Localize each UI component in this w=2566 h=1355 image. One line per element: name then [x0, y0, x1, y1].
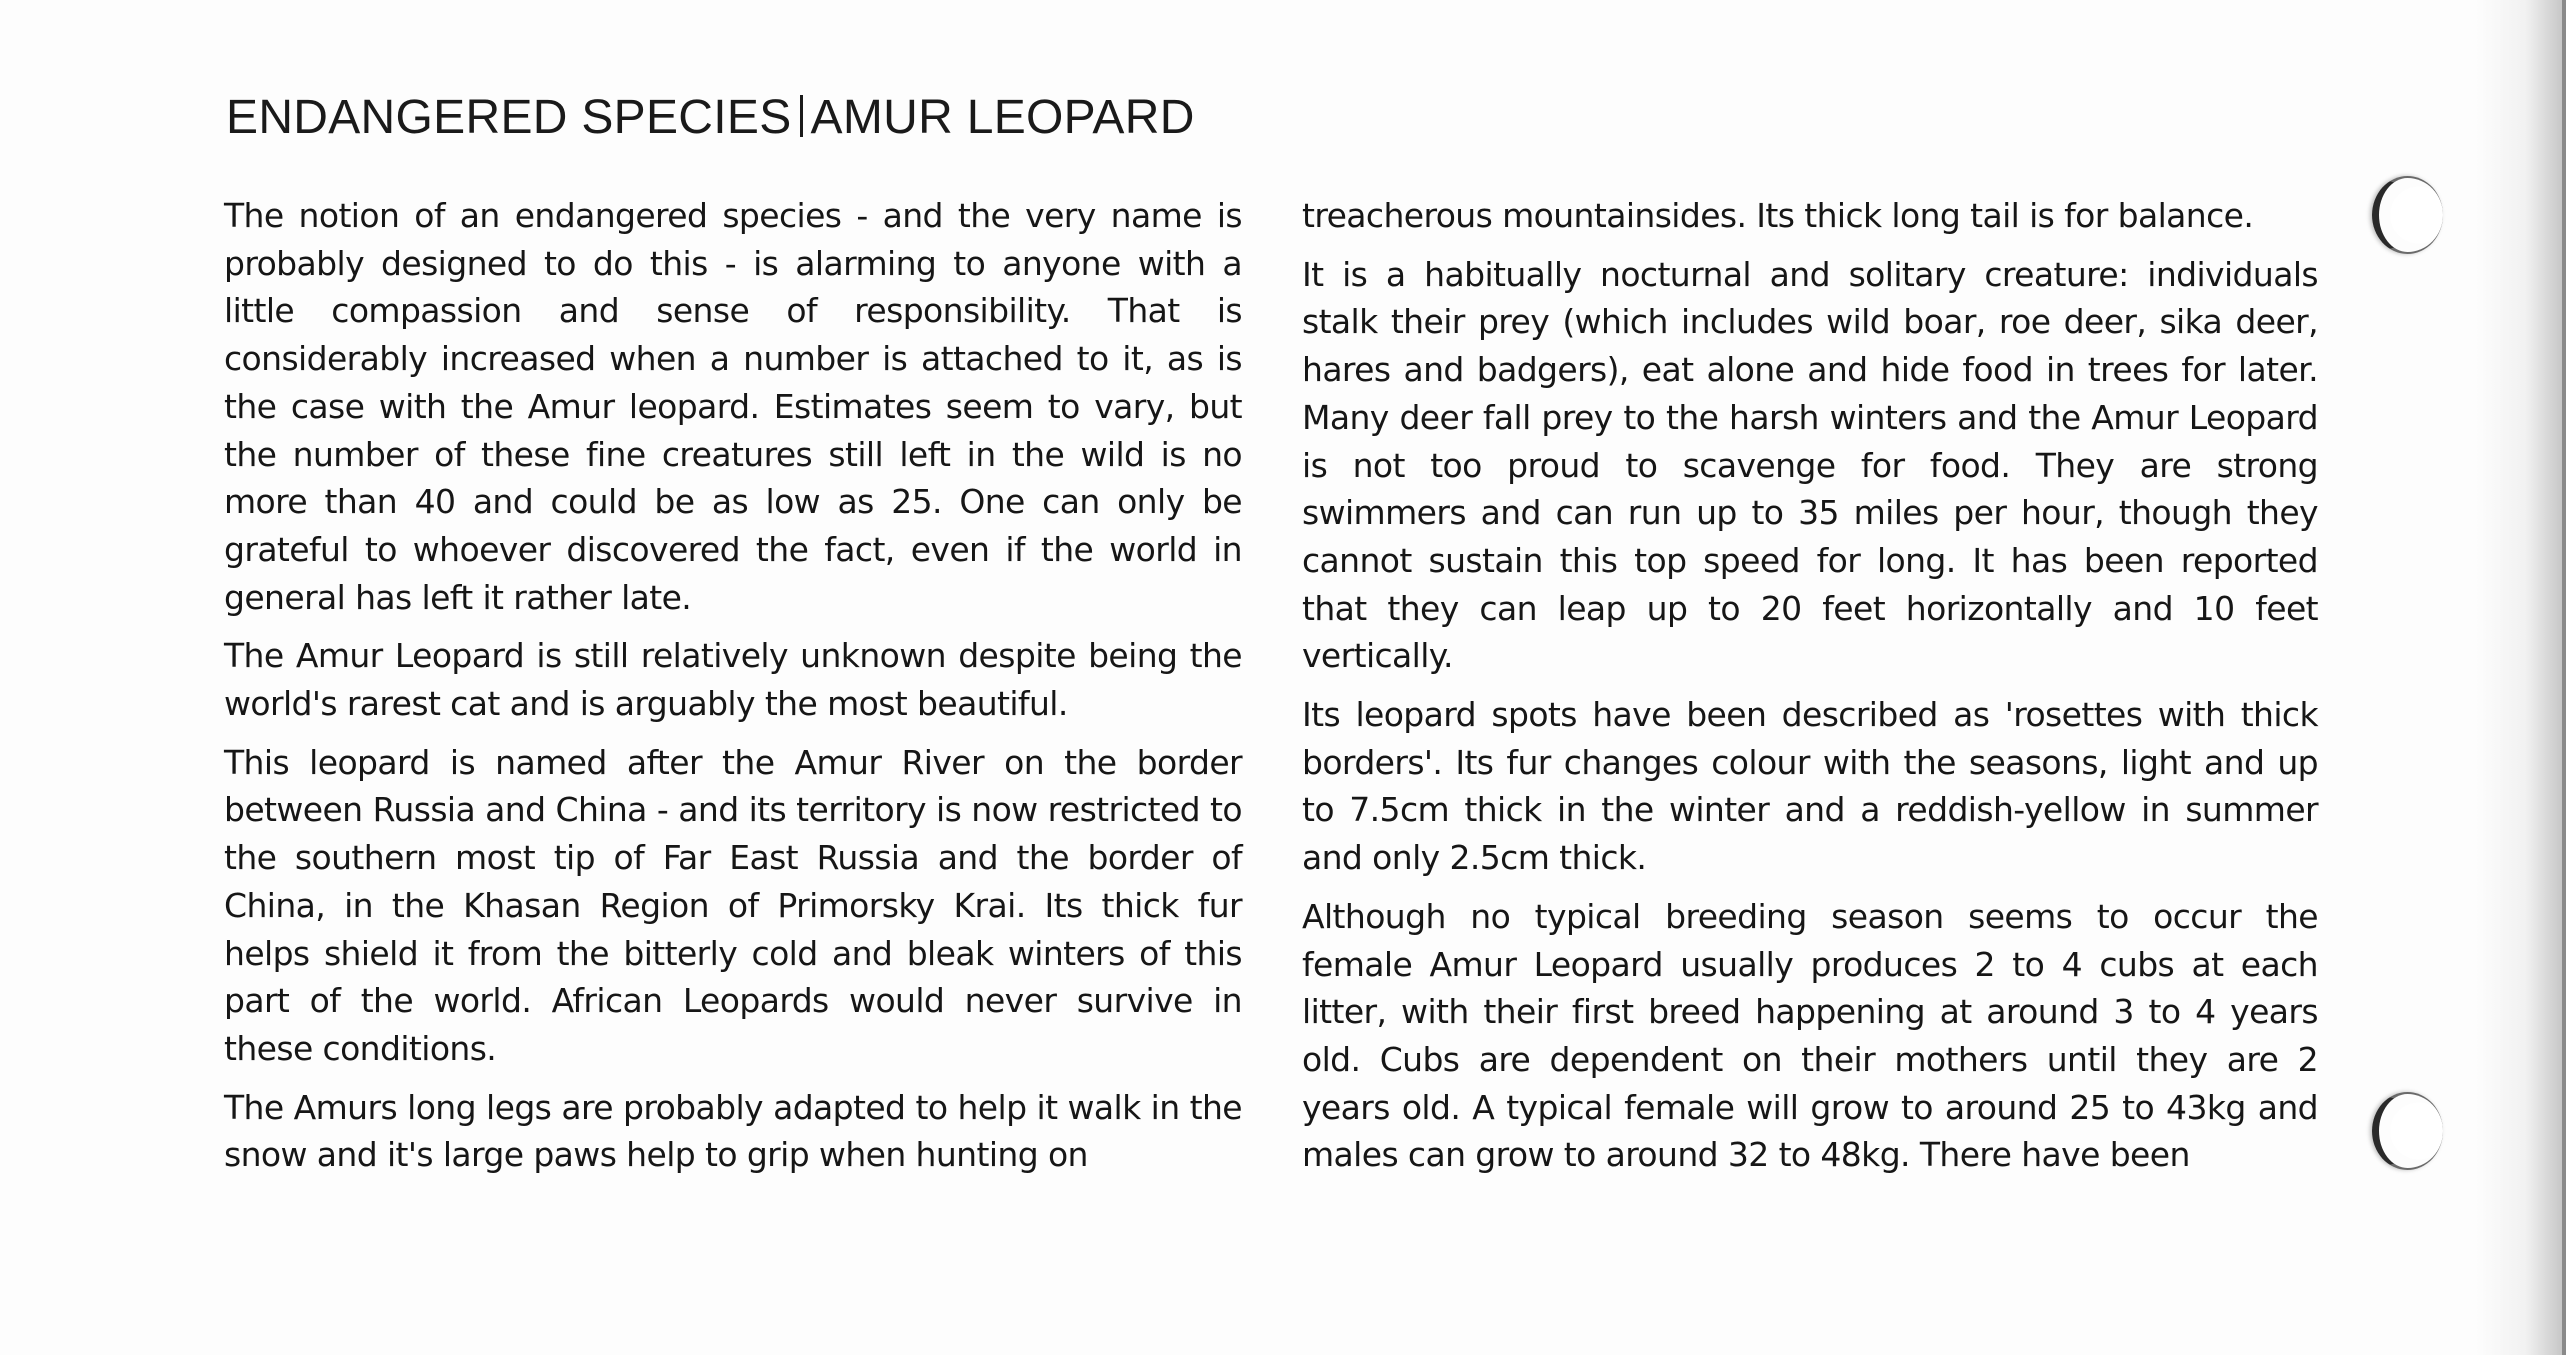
left-column [224, 192, 1242, 1190]
title-divider [800, 95, 803, 137]
page-title [226, 88, 1195, 148]
right-paragraph-2: It is a habitually nocturnal and solitary creature: individuals stalk their prey (which includes wild boar, roe deer, sika deer, hares and badgers), eat alone and hide food in trees for later. Many deer fall prey to the harsh winters and the Amur Leopard is not too proud to scavenge for food. They are strong swimmers and can run up to 35 miles per hour, though they cannot sustain this top speed for long. It has been reported that they can leap up to 20 feet horizontally and 10 feet vertically. [1302, 254, 2318, 676]
page-edge [2562, 0, 2566, 1355]
left-paragraph-1: The notion of an endangered species - and the very name is probably designed to do this - is alarming to anyone with a little compassion and sense of responsibility. That is considerably increased when a number is attached to it, as is the case with the Amur leopard. Estimates seem to vary, but the number of these fine creatures still left in the wild is no more than 40 and could be as low as 25. One can only be grateful to whoever discovered the fact, even if the world in general has left it rather late. [224, 196, 1242, 617]
binder-hole-bottom [2372, 1092, 2443, 1170]
title-section: ENDANGERED SPECIES [226, 91, 792, 144]
right-column [1302, 192, 2318, 1190]
left-paragraph-4: The Amurs long legs are probably adapted to help it walk in the snow and it's large paws help to grip when hunting on [224, 1087, 1242, 1175]
left-paragraph-2: The Amur Leopard is still relatively unknown despite being the world's rarest cat and is arguably the most beautiful. [224, 636, 1242, 724]
right-paragraph-3: Its leopard spots have been described as 'rosettes with thick borders'. Its fur changes colour with the seasons, light and up to 7.5cm thick in the winter and a reddish-yellow in summer and only 2.5cm thick. [1302, 695, 2318, 878]
title-subject: AMUR LEOPARD [810, 91, 1195, 144]
page-edge-shadow [2476, 0, 2566, 1355]
left-paragraph-3: This leopard is named after the Amur River on the border between Russia and China - and its territory is now restricted to the southern most tip of Far East Russia and the border of China, in the Khasan Region of Primorsky Krai. Its thick fur helps shield it from the bitterly cold and bleak winters of this part of the world. African Leopards would never survive in these conditions. [224, 742, 1242, 1068]
right-paragraph-1: treacherous mountainsides. Its thick long tail is for balance. [1302, 196, 2254, 235]
right-paragraph-4: Although no typical breeding season seems to occur the female Amur Leopard usually produces 2 to 4 cubs at each litter, with their first breed happening at around 3 to 4 years old. Cubs are dependent on their mothers until they are 2 years old. A typical female will grow to around 25 to 43kg and males can grow to around 32 to 48kg. There have been [1302, 896, 2318, 1175]
binder-hole-top [2372, 176, 2443, 254]
